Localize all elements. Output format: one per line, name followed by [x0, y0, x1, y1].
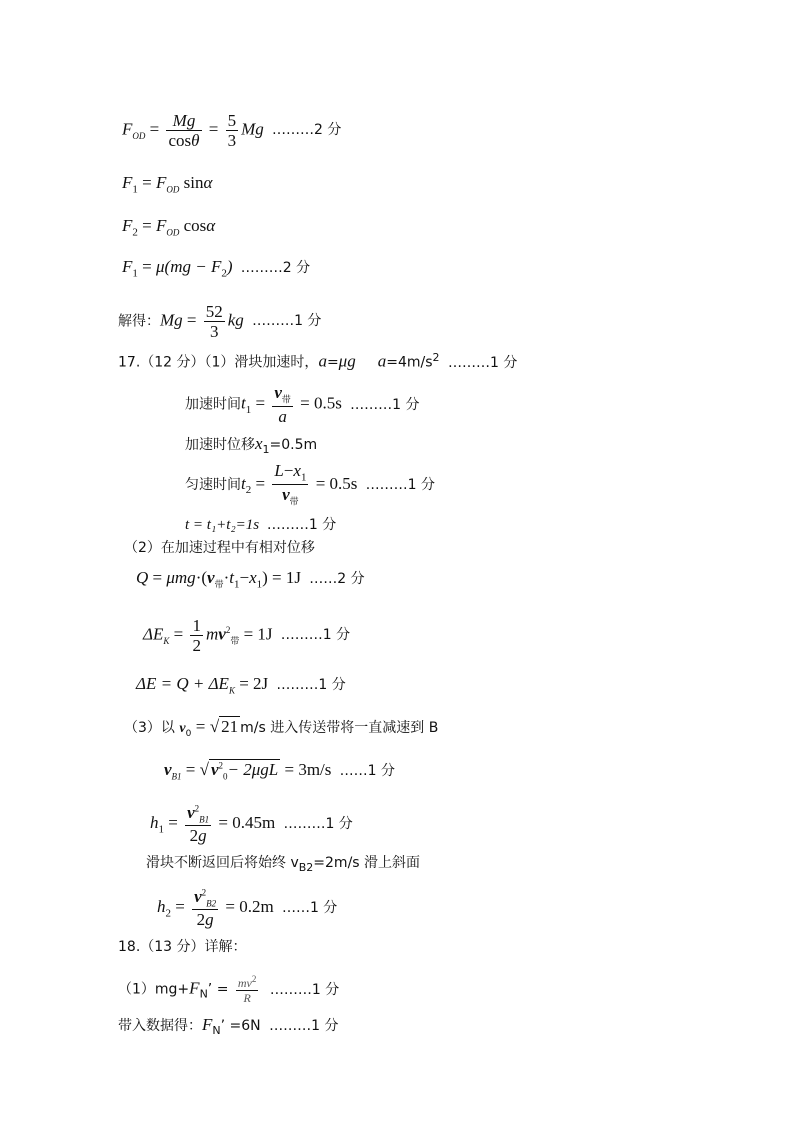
equation-h2: [157, 888, 337, 928]
var-f: F: [122, 257, 133, 276]
num-1: 1: [192, 616, 201, 635]
num-mg: Mg: [166, 112, 201, 131]
eq: =: [175, 897, 185, 917]
result-3ms: = 3m/s: [284, 760, 332, 779]
eq: =: [255, 393, 266, 413]
solve-label: 解得：: [118, 313, 160, 330]
result-x1: =0.5m: [269, 437, 318, 453]
eq: =: [168, 813, 178, 833]
sqrt-21: √ 21: [209, 717, 239, 736]
equation-q: [136, 569, 365, 590]
sub-2: 2: [165, 907, 171, 920]
part-3-text: m/s 进入传送带将一直减速到 B: [240, 720, 439, 736]
var-t: t: [241, 393, 246, 413]
var-a: a: [377, 351, 387, 371]
heading-text: 17.（12 分）（1）滑块加速时，: [118, 354, 319, 371]
result-6n: ’ =6N: [220, 1018, 261, 1034]
equation-h1: [150, 804, 353, 844]
equation-t1: [185, 384, 419, 425]
frac-mv2-r: [236, 975, 259, 1004]
eq: =: [142, 216, 152, 235]
minus: −: [283, 461, 294, 480]
var-v: v: [210, 760, 219, 779]
sub-0: 0: [185, 728, 192, 739]
var-f: F: [122, 119, 133, 139]
theta: θ: [191, 131, 200, 150]
eq: =: [142, 173, 152, 192]
var-x: x: [255, 434, 263, 453]
frac-vb2-2g: [192, 888, 218, 928]
sub-k: K: [163, 635, 170, 646]
mg: Mg: [241, 119, 264, 139]
mu: μ: [155, 257, 165, 276]
total-time: t = t₁+t₂=1s: [185, 517, 260, 533]
eq: =: [152, 568, 163, 587]
accel-disp-label: 加速时位移: [185, 437, 255, 453]
sub-b1: B1: [171, 771, 182, 782]
eq: =: [173, 624, 184, 644]
sub-2: 2: [245, 484, 252, 497]
frac-5-3: [226, 112, 239, 149]
uniform-time-label: 匀速时间: [185, 476, 241, 493]
accel-value: =4m/s: [386, 354, 433, 371]
var-v: v: [274, 383, 282, 402]
sup-2: 2: [225, 624, 231, 635]
den-2: 2: [196, 910, 206, 930]
frac-1-2: [190, 617, 203, 654]
var-v: v: [194, 887, 202, 906]
var-v: v: [187, 803, 195, 822]
den-3: 3: [210, 322, 219, 341]
sup-2: 2: [218, 760, 224, 771]
delta-e: ΔE: [143, 624, 164, 644]
sub-b1: B1: [199, 814, 210, 825]
alpha: α: [206, 216, 216, 235]
result-045m: = 0.45m: [218, 813, 276, 833]
equation-dek: [143, 617, 350, 654]
points-label: ………1 分: [269, 1018, 339, 1034]
return-rest: =2m/s 滑上斜面: [313, 855, 421, 871]
result-1j: ) = 1J: [262, 568, 302, 587]
sub-1: 1: [132, 267, 138, 280]
result-2j: = 2J: [239, 674, 269, 693]
sub-band: 带: [281, 395, 291, 406]
kg: kg: [227, 310, 244, 330]
equation-friction: [122, 258, 310, 279]
var-f: F: [155, 216, 167, 235]
num-52: 52: [205, 302, 223, 321]
var-x: x: [293, 461, 301, 480]
result-05s: = 0.5s: [315, 473, 358, 493]
eq: =: [208, 119, 219, 139]
mg-minus-f: (mg − F: [164, 257, 222, 276]
var-f: F: [122, 173, 133, 192]
sub-k: K: [228, 685, 235, 696]
result-02m: = 0.2m: [225, 897, 274, 917]
question-17-heading: [118, 352, 517, 370]
sub-1: 1: [234, 578, 240, 591]
points-label: ……1 分: [281, 900, 338, 917]
var-m: m: [205, 624, 219, 644]
equation-centripetal: [118, 975, 339, 1004]
equation-f1: [122, 174, 212, 195]
paren: (: [201, 568, 208, 587]
sub-od: OD: [132, 130, 146, 141]
sub-n: N: [199, 987, 208, 1001]
frac-l-x: [272, 462, 308, 508]
points-label: ………1 分: [350, 396, 420, 413]
equation-fod: [122, 112, 341, 149]
question-18-heading: [118, 940, 247, 954]
equation-x1: [185, 435, 317, 455]
accel-time-label: 加速时间: [185, 396, 241, 413]
var-l: L: [274, 461, 284, 480]
equation-de: [136, 675, 346, 695]
sub-od: OD: [166, 184, 180, 195]
var-r: R: [243, 991, 251, 1005]
var-q: Q: [136, 568, 149, 587]
delta-e-sum: ΔE = Q + ΔE: [136, 674, 229, 693]
paren: ): [226, 257, 233, 276]
part-3-prefix: （3）以: [124, 720, 175, 736]
frac-mg-cos: [166, 112, 201, 149]
points-label: ……2 分: [309, 571, 365, 587]
minus: −: [239, 568, 250, 587]
equation-t2: [185, 462, 435, 508]
var-v: v: [282, 485, 290, 505]
equation-vb1: [164, 761, 395, 781]
var-h: h: [150, 813, 159, 833]
var-t: t: [241, 473, 246, 493]
equation-total-time: [185, 518, 336, 533]
part-3-heading: [124, 718, 438, 739]
sub-n: N: [212, 1023, 221, 1037]
sin: sin: [183, 173, 204, 192]
dot: ·: [223, 568, 230, 587]
dot: ·: [195, 568, 202, 587]
sup-2: 2: [251, 974, 257, 984]
frac-v-a: [272, 384, 293, 425]
points-label: ………2 分: [240, 260, 311, 276]
part-1-prefix: （1）mg+: [118, 981, 190, 998]
var-g: g: [205, 910, 214, 930]
den-a: a: [278, 407, 287, 427]
cos: cos: [183, 216, 207, 235]
var-v: v: [218, 624, 226, 644]
sub-1: 1: [262, 442, 270, 456]
prime-eq: ’ =: [207, 981, 229, 998]
sup-2: 2: [201, 887, 207, 898]
points-label: ………1 分: [266, 517, 337, 533]
var-v: v: [207, 568, 215, 587]
sub-1: 1: [256, 578, 263, 591]
eq: =: [326, 354, 339, 371]
cos: cos: [168, 131, 192, 150]
den-2: 2: [192, 636, 201, 655]
frac-vb1-2g: [185, 804, 211, 844]
equation-fn-result: [118, 1016, 338, 1036]
sub-band: 带: [230, 636, 240, 647]
mu-mg: μmg: [166, 568, 196, 587]
points-label: ……1 分: [339, 763, 396, 779]
points-label: ………1 分: [269, 981, 340, 998]
eq: =: [149, 119, 160, 139]
result-1j: = 1J: [243, 624, 273, 644]
part-2-text: （2）在加速过程中有相对位移: [124, 540, 315, 556]
sup-2: 2: [194, 803, 200, 814]
points-label: ………1 分: [252, 313, 322, 330]
sub-band: 带: [289, 497, 299, 508]
eq: =: [195, 717, 206, 736]
var-x: x: [249, 568, 257, 587]
sub-1: 1: [300, 471, 307, 484]
equation-result-mg: [118, 303, 321, 340]
sub-2: 2: [132, 226, 138, 239]
sub-1: 1: [132, 183, 138, 196]
points-label: ………1 分: [276, 677, 346, 693]
sub-2: 2: [221, 267, 227, 280]
num-5: 5: [227, 111, 237, 130]
var-f: F: [155, 173, 167, 192]
sub-1: 1: [158, 823, 164, 836]
var-a: a: [318, 351, 327, 371]
points-label: ………1 分: [365, 476, 435, 493]
mg: Mg: [160, 310, 183, 330]
sqrt-expr: √ $v^2_0- 2\mu gL$: [199, 760, 279, 782]
points-label: ………1 分: [283, 816, 353, 833]
den-2: 2: [189, 826, 199, 846]
sub-band: 带: [214, 580, 224, 591]
eq: =: [186, 310, 197, 330]
sub-1: 1: [245, 404, 252, 416]
part-2-heading: [124, 541, 315, 555]
equation-f2: [122, 217, 215, 238]
slider-return-text: [146, 856, 420, 873]
var-g: g: [198, 826, 207, 846]
points-label: ………2 分: [272, 122, 342, 139]
eq: =: [255, 473, 266, 493]
sub-0: 0: [223, 771, 228, 782]
var-f: F: [202, 1015, 213, 1034]
var-h: h: [157, 897, 166, 917]
sup-2: 2: [432, 351, 440, 364]
minus-2mugl: − 2μgL: [227, 760, 279, 779]
sub-od: OD: [166, 227, 180, 238]
eq: =: [142, 257, 152, 276]
sub-b2: B2: [206, 898, 217, 909]
frac-52-3: [204, 303, 225, 340]
var-f: F: [122, 216, 133, 235]
return-text: 滑块不断返回后将始终 v: [146, 855, 299, 871]
result-05s: = 0.5s: [300, 393, 342, 413]
heading-text: 18.（13 分）详解：: [118, 939, 247, 955]
var-v: v: [179, 721, 186, 736]
var-t: t: [229, 568, 234, 587]
var-f: F: [189, 978, 200, 998]
radicand-21: 21: [221, 717, 239, 736]
sub-b2: B2: [298, 860, 314, 874]
var-v: v: [164, 760, 172, 779]
substitute-label: 带入数据得：: [118, 1018, 202, 1034]
points-label: ………1 分: [447, 354, 518, 371]
points-label: ………1 分: [280, 627, 351, 644]
den-3: 3: [227, 131, 237, 150]
mv: mv: [237, 976, 252, 990]
mu-g: μg: [338, 351, 356, 371]
eq: =: [185, 760, 196, 779]
alpha: α: [203, 173, 213, 192]
